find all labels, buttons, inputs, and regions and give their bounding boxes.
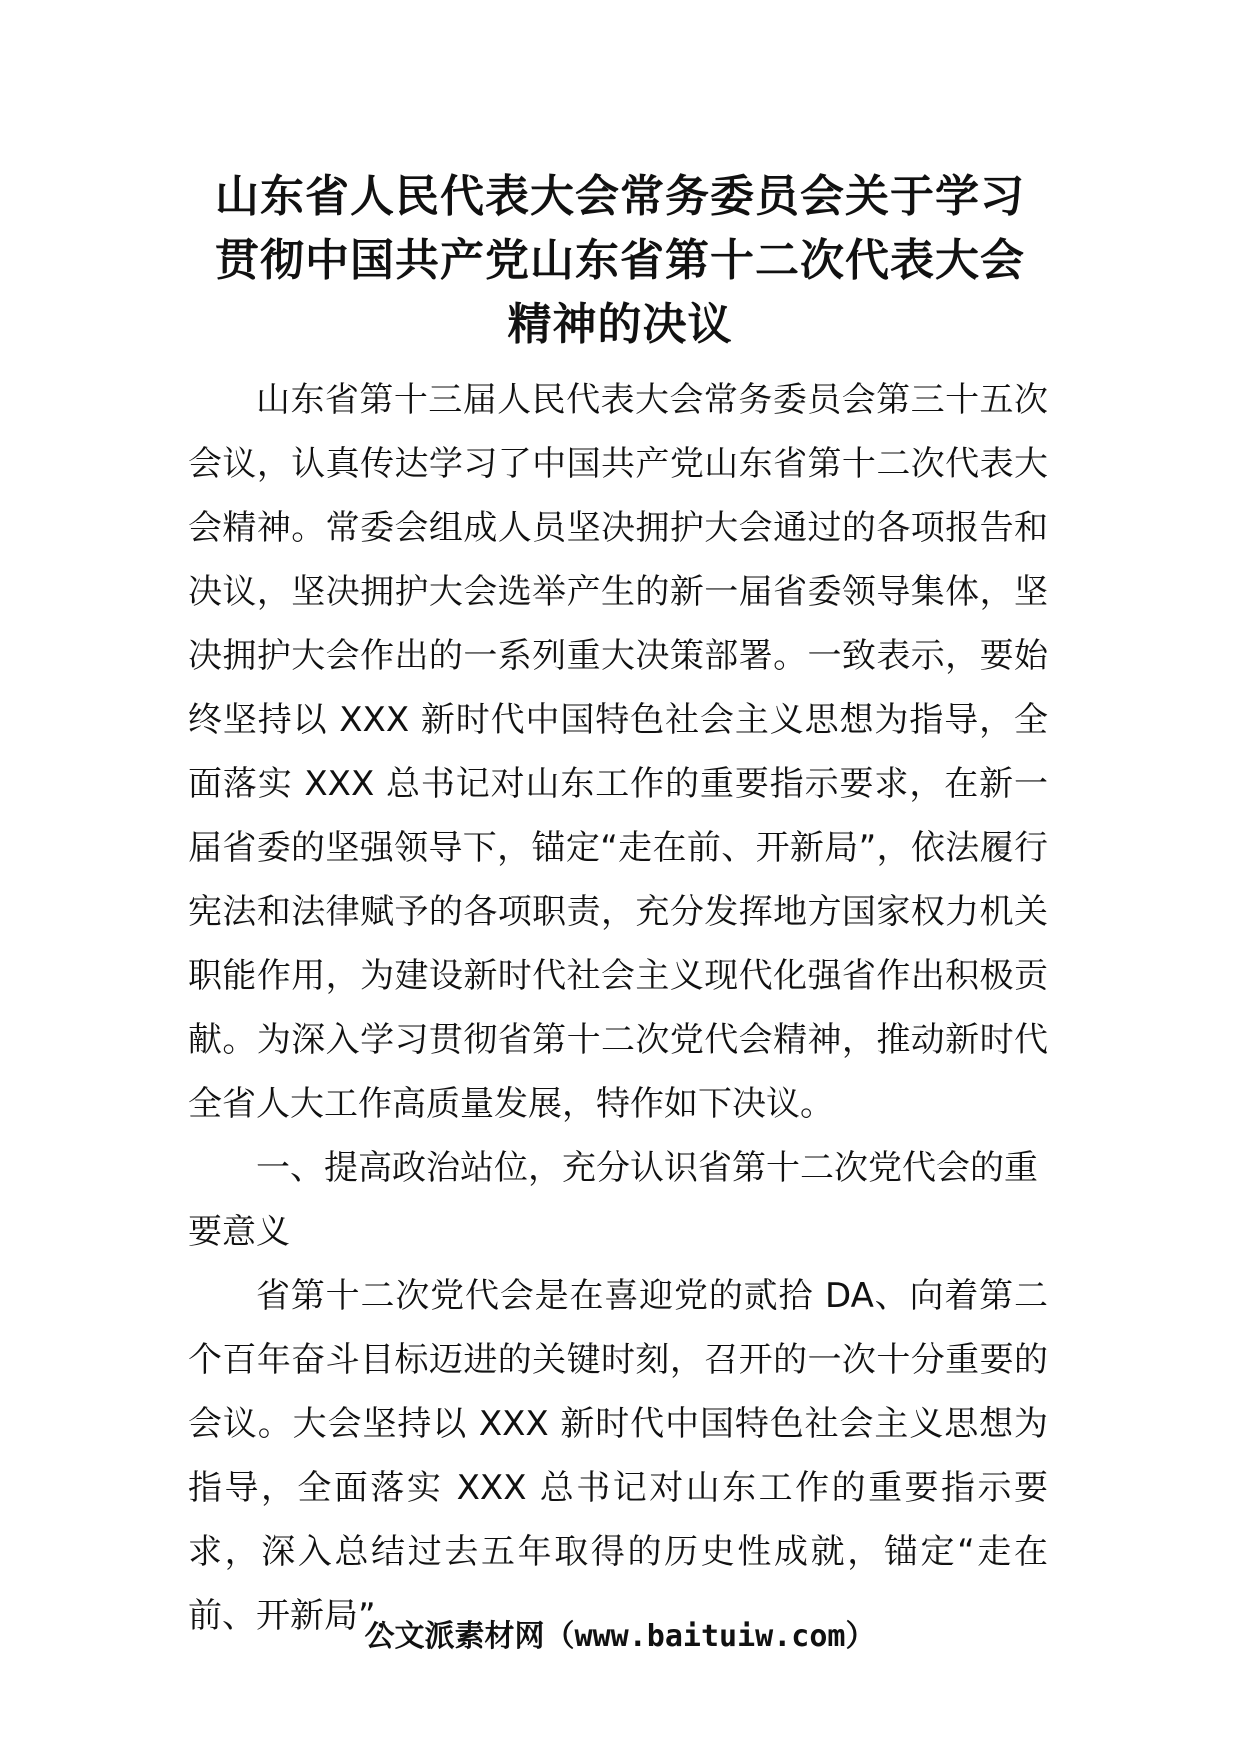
page-footer <box>0 1617 1240 1657</box>
title-line-3: 精神的决议 <box>507 299 733 350</box>
footer-site-url: （www.baituiw.com） <box>544 1619 876 1654</box>
footer-site-name: 公文派素材网 <box>364 1619 545 1654</box>
document-body <box>188 368 1048 1648</box>
section-heading-1: 一、提高政治站位，充分认识省第十二次党代会的重要意义 <box>188 1148 1038 1252</box>
title-line-1: 山东省人民代表大会常务委员会关于学习 <box>215 171 1025 222</box>
title-line-2: 贯彻中国共产党山东省第十二次代表大会 <box>215 235 1025 286</box>
paragraph-section-1: 省第十二次党代会是在喜迎党的贰拾 DA、向着第二个百年奋斗目标迈进的关键时刻，召开的一次十分重要的会议。大会坚持以 XXX 新时代中国特色社会主义思想为指导，全面落实 XXX 总书记对山东工作的重要指示要求，深入总结过去五年取得的历史性成就，锚定“走在前、开新局”， <box>188 1276 1048 1636</box>
paragraph-intro: 山东省第十三届人民代表大会常务委员会第三十五次会议，认真传达学习了中国共产党山东省第十二次代表大会精神。常委会组成人员坚决拥护大会通过的各项报告和决议，坚决拥护大会选举产生的新一届省委领导集体，坚决拥护大会作出的一系列重大决策部署。一致表示，要始终坚持以 XXX 新时代中国特色社会主义思想为指导，全面落实 XXX 总书记对山东工作的重要指示要求，在新一届省委的坚强领导下，锚定“走在前、开新局”，依法履行宪法和法律赋予的各项职责，充分发挥地方国家权力机关职能作用，为建设新时代社会主义现代化强省作出积极贡献。为深入学习贯彻省第十二次党代会精神，推动新时代全省人大工作高质量发展，特作如下决议。 <box>188 380 1048 1124</box>
document-title <box>180 165 1060 357</box>
